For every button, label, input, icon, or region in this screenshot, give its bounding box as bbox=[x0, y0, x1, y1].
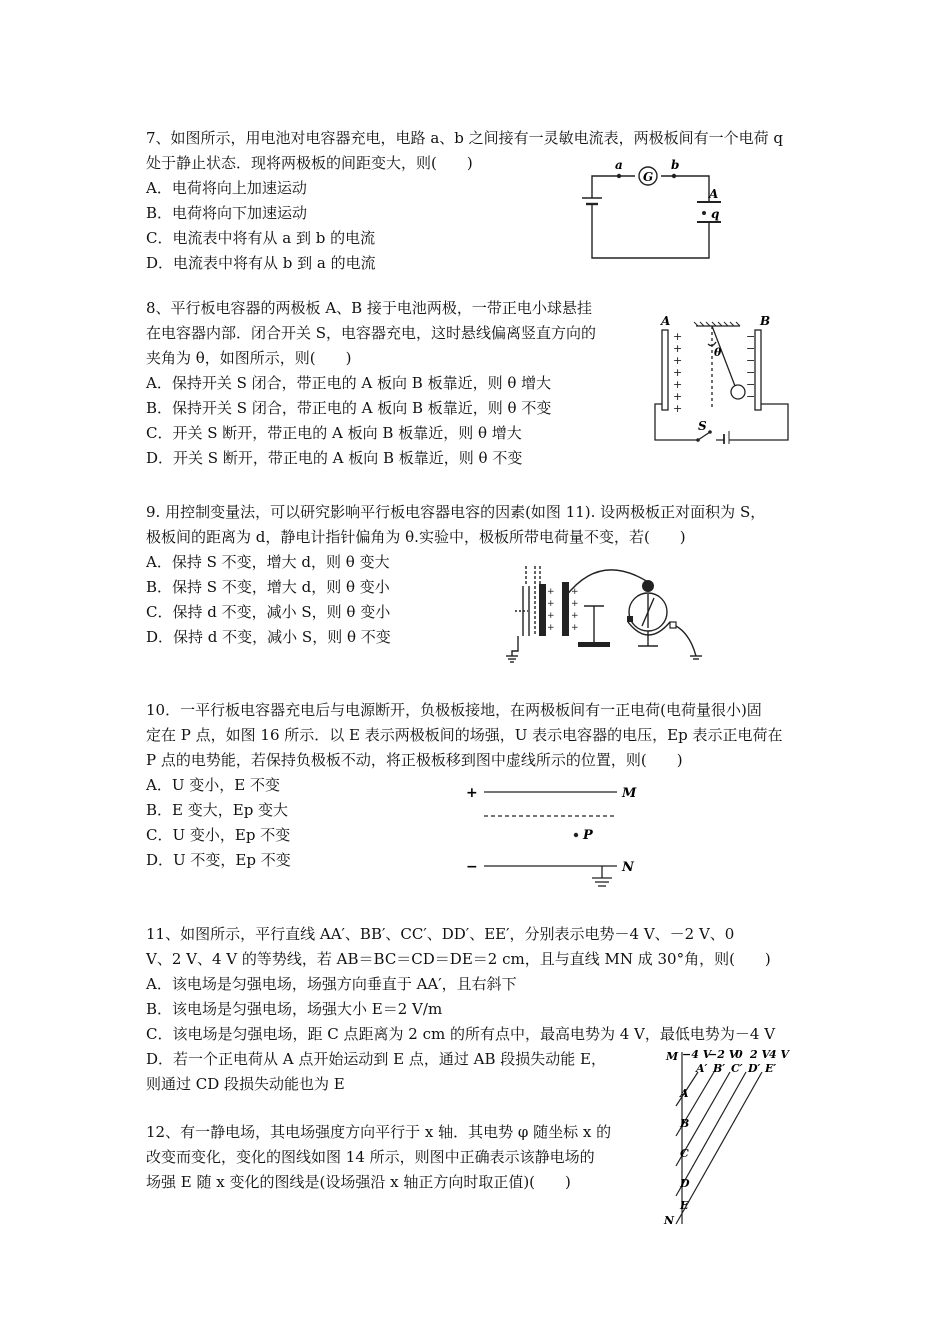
svg-text:+: + bbox=[673, 354, 683, 367]
svg-text:+: + bbox=[571, 623, 579, 633]
q10-line-1: 10．一平行板电容器充电后与电源断开，负极板接地，在两极板间有一正电荷(电荷量很小)固 bbox=[146, 701, 762, 719]
q11-potential-2: −2 V bbox=[708, 1048, 738, 1061]
q7-option-d: D．电流表中将有从 b 到 a 的电流 bbox=[146, 254, 376, 272]
q11-point-d: D bbox=[680, 1177, 690, 1190]
q9-line-1: 9. 用控制变量法，可以研究影响平行板电容器电容的因素(如图 11). 设两极板正对面积为 S， bbox=[146, 503, 766, 521]
q11-label-n: N bbox=[664, 1214, 675, 1227]
q11-potential-3: 0 bbox=[735, 1048, 743, 1061]
q11-potential-4: 2 V bbox=[750, 1048, 771, 1061]
q9-line-2: 极板间的距离为 d，静电计指针偏角为 θ.实验中，极板所带电荷量不变，若( ) bbox=[146, 528, 686, 546]
q9-option-d: D．保持 d 不变，减小 S，则 θ 不变 bbox=[146, 628, 391, 646]
q11-option-d-cont: 则通过 CD 段损失动能也为 E bbox=[146, 1075, 345, 1093]
q11-option-b: B．该电场是匀强电场，场强大小 E＝2 V/m bbox=[146, 1000, 443, 1018]
q8-capacitor-figure bbox=[650, 312, 795, 444]
svg-text:+: + bbox=[547, 587, 555, 597]
q7-label-plate-a: A bbox=[709, 187, 719, 201]
q10-line-2: 定在 P 点，如图 16 所示．以 E 表示两极板间的场强，U 表示电容器的电压，Ep 表示正电荷在 bbox=[146, 726, 783, 744]
svg-text:+: + bbox=[571, 611, 579, 621]
q7-label-g: G bbox=[643, 170, 654, 184]
q8-line-3: 夹角为 θ，如图所示，则( ) bbox=[146, 349, 352, 367]
q8-label-b: B bbox=[760, 314, 771, 328]
q11-line-2: V、2 V、4 V 的等势线，若 AB＝BC＝CD＝DE＝2 cm，且与直线 MN 成 30°角，则( ) bbox=[146, 950, 771, 968]
q11-point-e: E bbox=[680, 1199, 689, 1212]
q11-option-a: A．该电场是匀强电场，场强方向垂直于 AA′，且右斜下 bbox=[146, 975, 517, 993]
q10-plates-figure bbox=[462, 780, 652, 892]
q9-electrometer-figure bbox=[500, 556, 710, 668]
q8-option-a: A．保持开关 S 闭合，带正电的 A 板向 B 板靠近，则 θ 增大 bbox=[146, 374, 552, 392]
q8-label-s: S bbox=[698, 419, 707, 433]
q9-option-b: B．保持 S 不变，增大 d，则 θ 变小 bbox=[146, 578, 390, 596]
q7-option-c: C．电流表中将有从 a 到 b 的电流 bbox=[146, 229, 376, 247]
q8-option-b: B．保持开关 S 闭合，带正电的 A 板向 B 板靠近，则 θ 不变 bbox=[146, 399, 552, 417]
q8-label-theta: θ bbox=[714, 346, 722, 359]
svg-text:+: + bbox=[673, 402, 683, 415]
question-12 bbox=[146, 1120, 810, 1195]
q11-point-a: A bbox=[680, 1087, 689, 1100]
q7-label-q: q bbox=[711, 207, 720, 221]
q7-label-b: b bbox=[671, 158, 680, 172]
q11-potential-1: −4 V bbox=[682, 1048, 712, 1061]
q11-option-d: D．若一个正电荷从 A 点开始运动到 E 点，通过 AB 段损失动能 E， bbox=[146, 1050, 606, 1068]
svg-text:+: + bbox=[571, 587, 579, 597]
q10-option-b: B．E 变大，Ep 变大 bbox=[146, 801, 289, 819]
q11-point-c: C bbox=[680, 1147, 689, 1160]
svg-text:−: − bbox=[746, 366, 756, 379]
q11-prime-c: C′ bbox=[731, 1062, 743, 1075]
q7-option-b: B．电荷将向下加速运动 bbox=[146, 204, 308, 222]
q8-line-2: 在电容器内部．闭合开关 S，电容器充电，这时悬线偏离竖直方向的 bbox=[146, 324, 597, 342]
svg-text:+: + bbox=[547, 623, 555, 633]
q12-line-3: 场强 E 随 x 变化的图线是(设场强沿 x 轴正方向时取正值)( ) bbox=[146, 1173, 571, 1191]
q7-label-a: a bbox=[615, 158, 623, 172]
q10-option-c: C．U 变小，Ep 不变 bbox=[146, 826, 291, 844]
q7-line-2: 处于静止状态．现将两极板的间距变大，则( ) bbox=[146, 154, 473, 172]
question-9 bbox=[146, 500, 810, 650]
q7-line-1: 7、如图所示，用电池对电容器充电，电路 a、b 之间接有一灵敏电流表，两极板间有一个电荷 q bbox=[146, 129, 783, 147]
svg-text:+: + bbox=[547, 611, 555, 621]
q10-label-minus: − bbox=[466, 859, 478, 875]
q8-line-1: 8、平行板电容器的两极板 A、B 接于电池两极，一带正电小球悬挂 bbox=[146, 299, 592, 317]
svg-text:+: + bbox=[673, 378, 683, 391]
q12-line-2: 改变而变化，变化的图线如图 14 所示，则图中正确表示该静电场的 bbox=[146, 1148, 595, 1166]
q9-option-a: A．保持 S 不变，增大 d，则 θ 变大 bbox=[146, 553, 390, 571]
q11-label-m: M bbox=[666, 1050, 679, 1063]
svg-text:+: + bbox=[673, 342, 683, 355]
svg-text:+: + bbox=[673, 330, 683, 343]
svg-text:+: + bbox=[571, 599, 579, 609]
q10-label-p: P bbox=[583, 828, 593, 843]
q10-option-a: A．U 变小，E 不变 bbox=[146, 776, 280, 794]
q11-point-b: B bbox=[680, 1117, 690, 1130]
q10-label-n: N bbox=[622, 860, 634, 875]
q12-line-1: 12、有一静电场，其电场强度方向平行于 x 轴．其电势 φ 随坐标 x 的 bbox=[146, 1123, 612, 1141]
q11-prime-b: B′ bbox=[713, 1062, 726, 1075]
svg-text:−: − bbox=[746, 354, 756, 367]
q11-prime-e: E′ bbox=[765, 1062, 777, 1075]
svg-text:+: + bbox=[547, 599, 555, 609]
q11-potential-5: 4 V bbox=[769, 1048, 790, 1061]
q10-label-plus: + bbox=[466, 785, 478, 801]
q11-prime-a: A′ bbox=[696, 1062, 708, 1075]
q11-line-1: 11、如图所示，平行直线 AA′、BB′、CC′、DD′、EE′，分别表示电势－4 V、－2 V、0 bbox=[146, 925, 735, 943]
q7-option-a: A．电荷将向上加速运动 bbox=[146, 179, 307, 197]
q8-option-d: D．开关 S 断开，带正电的 A 板向 B 板靠近，则 θ 不变 bbox=[146, 449, 523, 467]
q7-circuit-figure bbox=[578, 158, 728, 264]
q11-option-c: C．该电场是匀强电场，距 C 点距离为 2 cm 的所有点中，最高电势为 4 V，最低电势为－4 V bbox=[146, 1025, 776, 1043]
svg-text:−: − bbox=[746, 378, 756, 391]
svg-text:+: + bbox=[673, 366, 683, 379]
svg-text:−: − bbox=[746, 342, 756, 355]
q8-label-a: A bbox=[661, 314, 671, 328]
svg-text:−: − bbox=[746, 330, 756, 343]
q10-label-m: M bbox=[622, 786, 637, 801]
q9-option-c: C．保持 d 不变，减小 S，则 θ 变小 bbox=[146, 603, 391, 621]
q8-option-c: C．开关 S 断开，带正电的 A 板向 B 板靠近，则 θ 增大 bbox=[146, 424, 522, 442]
q11-prime-d: D′ bbox=[748, 1062, 761, 1075]
svg-text:+: + bbox=[673, 390, 683, 403]
svg-text:−: − bbox=[746, 390, 756, 403]
q10-line-3: P 点的电势能，若保持负极板不动，将正极板移到图中虚线所示的位置，则( ) bbox=[146, 751, 683, 769]
q10-option-d: D．U 不变，Ep 不变 bbox=[146, 851, 291, 869]
